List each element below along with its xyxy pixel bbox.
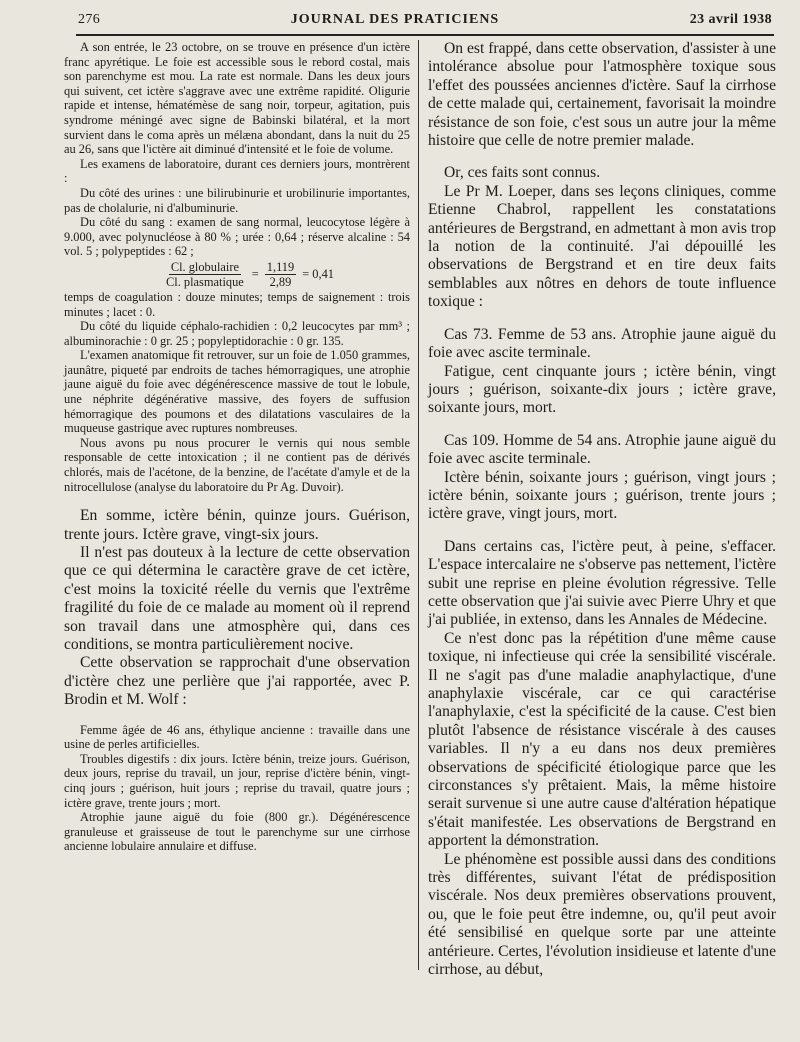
paragraph: Ce n'est donc pas la répétition d'une même cause toxique, ni infectieuse qui crée la sensibilité viscérale. Il ne s'agit pas d'une maladie anaphylactique, d'une anaphylaxie viscérale, car ce qui caractérise l'anaphylaxie, c'est la spécificité de la cause. C'est bien plutôt l'absence de résistance viscérale à des causes variables. Il n'y a eu dans nos deux premières observations de spécificité étiologique parce que les circonstances s'y prêtaient. Mais, la même histoire serait survenue si une autre cause d'altération hépatique s'était manifestée. Les observations de Bergstrand en apportent la démonstration. bbox=[428, 629, 776, 850]
header-rule bbox=[76, 34, 774, 36]
paragraph: L'examen anatomique fit retrouver, sur un foie de 1.050 grammes, jaunâtre, piqueté par endroits de taches hémorragiques, une atrophie jaune aiguë du foie avec dégénérescence massive de tout le lobule, une néphrite dégénérative massive, des foyers de suffusion hémorragique des poumons et des dilatations vasculaires de la muqueuse gastrique avec ruptures nombreuses. bbox=[64, 348, 410, 436]
paragraph: Troubles digestifs : dix jours. Ictère bénin, treize jours. Guérison, deux jours, reprise du travail, un jour, reprise d'ictère bénin, vingt-cinq jours ; guérison, huit jours ; reprise du travail, quatre jours ; ictère grave, trente jours ; mort. bbox=[64, 751, 410, 810]
paragraph: Du côté des urines : une bilirubinurie et urobilinurie importantes, pas de cholalurie, ni d'albuminurie. bbox=[64, 185, 410, 215]
formula-label-fraction bbox=[164, 260, 246, 289]
formula-denominator-label: Cl. plasmatique bbox=[166, 274, 244, 289]
formula-denominator-value: 2,89 bbox=[269, 274, 292, 289]
paragraph: On est frappé, dans cette observation, d'assister à une intolérance absolue pour l'atmosphère toxique sous l'effet des poussées anciennes d'ictère. Sauf la cirrhose de cette malade qui, certainement, favorisait la moindre résistance de son foie, c'est sous un autre jour la même histoire que celle de notre premier malade. bbox=[428, 40, 776, 150]
paragraph: A son entrée, le 23 octobre, on se trouve en présence d'un ictère franc apyrétique. Le foie est accessible sous le rebord costal, mais son parenchyme est mou. La rate est normale. Dans les deux jours qui suivent, cet ictère s'aggrave avec une extrême rapidité. Oligurie rapide et intense, hématémèse de sang noir, torpeur, agitation, puis syndrome méningé avec signe de Babinski bilatéral, et la mort survient dans le coma après un mélæna abondant, dans la nuit du 25 au 26, sans que l'ictère ait diminué d'intensité et le foie de volume. bbox=[64, 40, 410, 157]
left-column bbox=[64, 40, 410, 854]
paragraph: En somme, ictère bénin, quinze jours. Guérison, trente jours. Ictère grave, vingt-six jours. bbox=[64, 507, 410, 543]
paragraph: Nous avons pu nous procurer le vernis qui nous semble responsable de cette intoxication ; il ne contient pas de dérivés chlorés, mais de l'acétone, de la benzine, de l'acétate d'amyle et de la nitrocellulose (analyse du laboratoire du Pr Ag. Duvoir). bbox=[64, 435, 410, 494]
journal-title: JOURNAL DES PRATICIENS bbox=[290, 12, 500, 27]
formula-numerator-label: Cl. globulaire bbox=[170, 259, 239, 274]
paragraph: Il n'est pas douteux à la lecture de cette observation que ce qui détermina le caractère grave de cet ictère, c'est moins la toxicité réelle du vernis que l'extrême fragilité du foie de ce malade au moment où il reprend son travail dans une atmosphère qui, dans ces conditions, se montra particulièrement nocive. bbox=[64, 544, 410, 654]
case-73-heading: Cas 73. Femme de 53 ans. Atrophie jaune aiguë du foie avec ascite terminale. bbox=[428, 325, 776, 362]
paragraph: Fatigue, cent cinquante jours ; ictère bénin, vingt jours ; guérison, soixante-dix jours ; ictère grave, soixante jours, mort. bbox=[428, 362, 776, 417]
paragraph: Atrophie jaune aiguë du foie (800 gr.). Dégénérescence granuleuse et graisseuse de tout le parenchyme sur une cirrhose ancienne lobulaire annulaire et diffuse. bbox=[64, 810, 410, 854]
chloride-ratio-formula bbox=[94, 260, 410, 289]
page-number: 276 bbox=[78, 12, 101, 27]
paragraph: Cette observation se rapprochait d'une observation d'ictère chez une perlière que j'ai rapportée, avec P. Brodin et M. Wolf : bbox=[64, 654, 410, 709]
case-109-heading: Cas 109. Homme de 54 ans. Atrophie jaune aiguë du foie avec ascite terminale. bbox=[428, 431, 776, 468]
formula-result: = 0,41 bbox=[302, 266, 334, 281]
paragraph: Les examens de laboratoire, durant ces derniers jours, montrèrent : bbox=[64, 156, 410, 186]
column-divider bbox=[418, 40, 419, 970]
right-body bbox=[428, 40, 776, 980]
paragraph: Le phénomène est possible aussi dans des conditions très différentes, suivant l'état de prédisposition viscérale. Nos deux premières observations prouvent, ou, que le foie peut être indemne, ou, qu'il peut avoir été sensibilisé en quelque sorte par une atteinte antérieure. Certes, l'évolution insidieuse et latente d'une cirrhose, au début, bbox=[428, 850, 776, 979]
formula-value-fraction bbox=[265, 260, 296, 289]
paragraph: Du côté du liquide céphalo-rachidien : 0,2 leucocytes par mm³ ; albuminorachie : 0 gr. 25 ; popyleptidorachie : 0 gr. 135. bbox=[64, 319, 410, 348]
paragraph: Ictère bénin, soixante jours ; guérison, vingt jours ; ictère bénin, soixante jours ; guérison, trente jours ; ictère grave, vingt jours, mort. bbox=[428, 468, 776, 523]
case-report-small-print bbox=[64, 40, 410, 494]
paragraph: Or, ces faits sont connus. bbox=[444, 164, 601, 182]
commentary-body bbox=[64, 507, 410, 709]
paragraph: Du côté du sang : examen de sang normal, leucocytose légère à 9.000, avec polynucléose à 80 % ; urée : 0,64 ; réserve alcaline : 54 vol. 5 ; polypeptides : 62 ; bbox=[64, 215, 410, 259]
paragraph: Le Pr M. Loeper, dans ses leçons cliniques, comme Etienne Chabrol, rappellent les constatations antérieures de Bergstrand, en admettant à mon avis trop la notion de la continuité. J'ai dépouillé les observations de Bergstrand et en tire deux faits semblables aux nôtres en dehors de toute influence toxique : bbox=[428, 182, 776, 311]
formula-numerator-value: 1,119 bbox=[266, 259, 295, 274]
paragraph: temps de coagulation : douze minutes; temps de saignement : trois minutes ; lacet : 0. bbox=[64, 289, 410, 319]
right-column bbox=[428, 40, 776, 980]
perliere-case-small-print bbox=[64, 723, 410, 854]
issue-date: 23 avril 1938 bbox=[689, 12, 772, 27]
paragraph: Dans certains cas, l'ictère peut, à peine, s'effacer. L'espace intercalaire ne s'observe pas nettement, l'ictère subit une reprise en pleine évolution régressive. Telle cette observation que j'ai suivie avec Pierre Uhry et que j'ai publiée, in extenso, dans les Annales de Médecine. bbox=[428, 537, 776, 629]
formula-equals: = bbox=[251, 266, 259, 281]
paragraph: Femme âgée de 46 ans, éthylique ancienne : travaille dans une usine de perles artificielles. bbox=[64, 722, 410, 752]
running-header bbox=[78, 12, 772, 34]
